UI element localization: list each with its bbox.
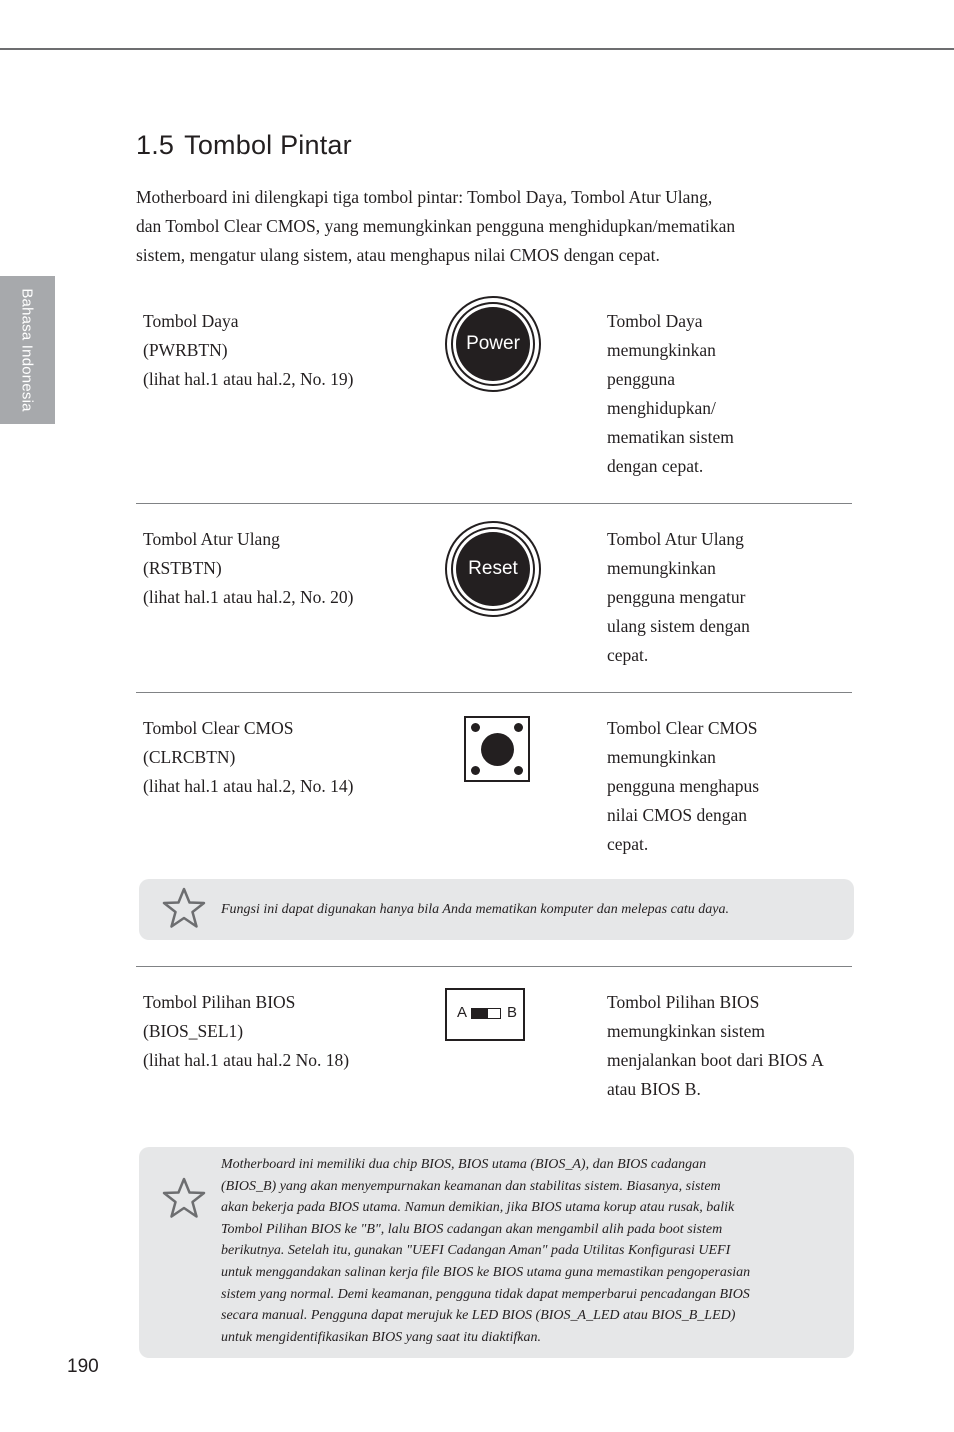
bios-switch-b-label: B <box>507 1004 518 1021</box>
note-text <box>221 1154 750 1348</box>
description-line: menghidupkan/ <box>607 398 716 418</box>
switch-pin-dot <box>514 766 523 775</box>
note-line: Tombol Pilihan BIOS ke "B", lalu BIOS cadangan akan mengambil alih pada boot sistem <box>221 1221 723 1237</box>
power-button-header: (PWRBTN) <box>143 340 228 360</box>
bios-backup-note <box>139 1147 854 1358</box>
section-divider <box>136 503 852 504</box>
intro-paragraph <box>136 183 836 270</box>
bios-switch-slot <box>471 1008 501 1019</box>
description-line: Tombol Pilihan BIOS <box>607 992 760 1012</box>
description-line: nilai CMOS dengan <box>607 805 747 825</box>
reset-button-illustration <box>445 521 541 617</box>
bios-select-reference: (lihat hal.1 atau hal.2 No. 18) <box>143 1050 350 1070</box>
clear-cmos-switch-icon <box>464 716 530 782</box>
clear-cmos-header: (CLRCBTN) <box>143 747 236 767</box>
page-number: 190 <box>67 1356 99 1377</box>
power-button-section <box>136 307 852 487</box>
reset-button-info <box>143 525 353 612</box>
switch-pin-dot <box>471 723 480 732</box>
bios-select-info <box>143 988 349 1075</box>
description-line: memungkinkan <box>607 558 716 578</box>
description-line: ulang sistem dengan <box>607 616 750 636</box>
intro-line: sistem, mengatur ulang sistem, atau menghapus nilai CMOS dengan cepat. <box>136 245 660 265</box>
clear-cmos-name: Tombol Clear CMOS <box>143 718 294 738</box>
section-divider <box>136 966 852 967</box>
clear-cmos-description <box>607 714 759 859</box>
language-side-tab <box>0 276 55 424</box>
clear-cmos-section <box>136 714 852 864</box>
reset-button-label: Reset <box>456 532 530 606</box>
note-line: untuk mengidentifikasikan BIOS yang saat itu diaktifkan. <box>221 1329 541 1345</box>
description-line: memungkinkan <box>607 747 716 767</box>
bios-switch-knob <box>472 1009 488 1018</box>
power-button-reference: (lihat hal.1 atau hal.2, No. 19) <box>143 369 354 389</box>
power-off-note <box>139 879 854 940</box>
power-button-label: Power <box>456 307 530 381</box>
note-line: Motherboard ini memiliki dua chip BIOS, BIOS utama (BIOS_A), dan BIOS cadangan <box>221 1157 707 1172</box>
description-line: menjalankan boot dari BIOS A <box>607 1050 824 1070</box>
top-rule <box>0 48 954 50</box>
description-line: Tombol Atur Ulang <box>607 529 744 549</box>
reset-button-description <box>607 525 750 670</box>
bios-select-name: Tombol Pilihan BIOS <box>143 992 296 1012</box>
description-line: Tombol Daya <box>607 311 703 331</box>
note-text <box>221 899 729 921</box>
bios-select-switch-icon <box>445 988 525 1041</box>
clear-cmos-reference: (lihat hal.1 atau hal.2, No. 14) <box>143 776 354 796</box>
bios-select-description <box>607 988 824 1104</box>
description-line: cepat. <box>607 834 649 854</box>
note-line: Fungsi ini dapat digunakan hanya bila Anda mematikan komputer dan melepas catu daya. <box>221 902 729 917</box>
description-line: atau BIOS B. <box>607 1079 701 1099</box>
bios-select-header: (BIOS_SEL1) <box>143 1021 244 1041</box>
description-line: memungkinkan <box>607 340 716 360</box>
switch-plunger <box>481 733 514 766</box>
note-line: untuk menggandakan salinan kerja file BIOS ke BIOS utama guna memastikan pengoperasian <box>221 1264 751 1280</box>
section-divider <box>136 692 852 693</box>
power-button-description <box>607 307 734 481</box>
power-button-illustration <box>445 296 541 392</box>
intro-line: Motherboard ini dilengkapi tiga tombol pintar: Tombol Daya, Tombol Atur Ulang, <box>136 187 713 207</box>
note-line: secara manual. Pengguna dapat merujuk ke LED BIOS (BIOS_A_LED atau BIOS_B_LED) <box>221 1308 736 1324</box>
intro-line: dan Tombol Clear CMOS, yang memungkinkan pengguna menghidupkan/mematikan <box>136 216 736 236</box>
description-line: cepat. <box>607 645 649 665</box>
note-line: sistem yang normal. Demi keamanan, pengguna tidak dapat memperbarui pencadangan BIOS <box>221 1286 750 1302</box>
switch-pin-dot <box>514 723 523 732</box>
reset-button-section <box>136 525 852 675</box>
section-number: 1.5 <box>136 130 175 160</box>
language-side-tab-label: Bahasa Indonesia <box>18 288 36 412</box>
description-line: mematikan sistem <box>607 427 734 447</box>
bios-select-section <box>136 988 852 1108</box>
note-line: akan bekerja pada BIOS utama. Namun demikian, jika BIOS utama korup atau rusak, balik <box>221 1200 735 1216</box>
bios-switch-a-label: A <box>457 1004 468 1021</box>
description-line: memungkinkan sistem <box>607 1021 765 1041</box>
description-line: Tombol Clear CMOS <box>607 718 758 738</box>
reset-button-reference: (lihat hal.1 atau hal.2, No. 20) <box>143 587 354 607</box>
switch-pin-dot <box>471 766 480 775</box>
section-heading <box>136 130 352 161</box>
description-line: pengguna mengatur <box>607 587 746 607</box>
note-line: berikutnya. Setelah itu, gunakan "UEFI Cadangan Aman" pada Utilitas Konfigurasi UEFI <box>221 1243 731 1259</box>
description-line: pengguna menghapus <box>607 776 760 796</box>
description-line: dengan cepat. <box>607 456 704 476</box>
clear-cmos-info <box>143 714 353 801</box>
note-line: (BIOS_B) yang akan menyempurnakan keamanan dan stabilitas sistem. Biasanya, sistem <box>221 1178 721 1194</box>
power-button-name: Tombol Daya <box>143 311 239 331</box>
description-line: pengguna <box>607 369 676 389</box>
section-title: Tombol Pintar <box>184 130 352 160</box>
star-icon <box>161 886 207 930</box>
power-button-info <box>143 307 353 394</box>
star-icon <box>161 1176 207 1220</box>
reset-button-header: (RSTBTN) <box>143 558 222 578</box>
reset-button-name: Tombol Atur Ulang <box>143 529 280 549</box>
